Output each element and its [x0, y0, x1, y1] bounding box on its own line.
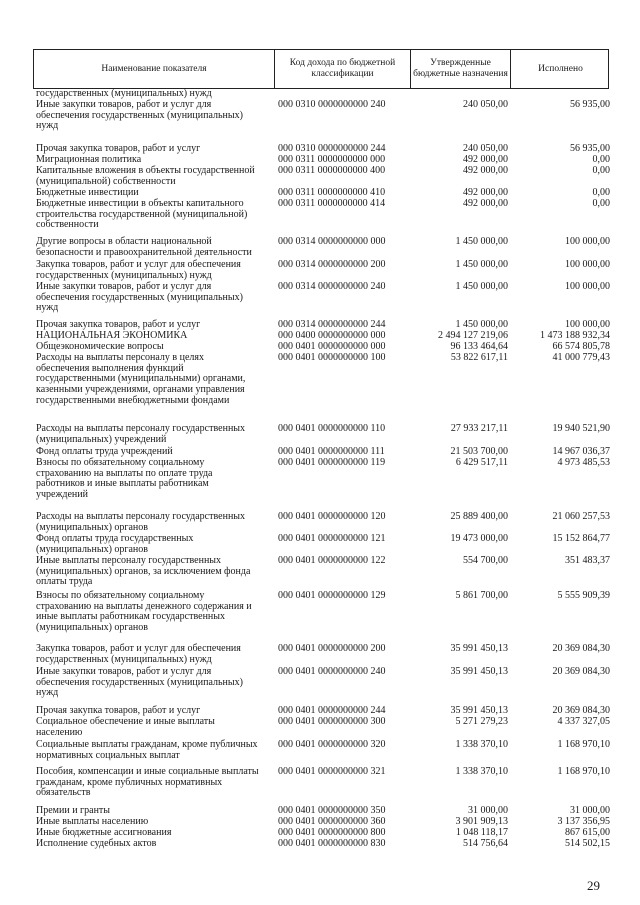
- row-approved: 554 700,00: [463, 555, 508, 566]
- row-executed: 100 000,00: [565, 319, 610, 330]
- header-name: Наименование показателя: [101, 63, 207, 74]
- row-approved: 21 503 700,00: [450, 446, 508, 457]
- table-header: [33, 49, 609, 89]
- row-name: Фонд оплаты труда государственных (муниципальных) органов: [36, 533, 194, 555]
- row-name: Расходы на выплаты персоналу государственных (муниципальных) учреждений: [36, 423, 246, 445]
- row-executed: 15 152 864,77: [552, 533, 610, 544]
- row-name: Иные закупки товаров, работ и услуг для обеспечения государственных (муниципальных) нужд: [36, 666, 243, 699]
- row-code: 000 0401 0000000000 000: [278, 341, 386, 352]
- row-approved: 6 429 517,11: [455, 457, 508, 468]
- row-executed: 1 168 970,10: [557, 766, 610, 777]
- row-executed: 100 000,00: [565, 236, 610, 247]
- row-code: 000 0311 0000000000 000: [278, 154, 386, 165]
- row-code: 000 0310 0000000000 244: [278, 143, 386, 154]
- row-name: Расходы на выплаты персоналу государственных (муниципальных) органов: [36, 511, 246, 533]
- row-approved: 1 338 370,10: [455, 766, 508, 777]
- row-approved: 53 822 617,11: [450, 352, 508, 363]
- row-approved: 5 861 700,00: [455, 590, 508, 601]
- row-executed: 56 935,00: [570, 99, 610, 110]
- row-executed: 0,00: [592, 187, 610, 198]
- row-executed: 0,00: [592, 165, 610, 176]
- header-code: Код дохода по бюджетной классификации: [274, 50, 410, 88]
- row-approved: 35 991 450,13: [450, 643, 508, 654]
- row-executed: 21 060 257,53: [552, 511, 610, 522]
- row-code: 000 0401 0000000000 110: [278, 423, 386, 434]
- row-executed: 867 615,00: [565, 827, 610, 838]
- row-name: Фонд оплаты труда учреждений: [36, 446, 173, 457]
- row-name: Закупка товаров, работ и услуг для обеспечения государственных (муниципальных) нужд: [36, 643, 241, 665]
- row-executed: 41 000 779,43: [552, 352, 610, 363]
- row-name: Взносы по обязательному социальному страхованию на выплаты денежного содержания и иные выплаты работникам государственных (муниципальных) органов: [36, 590, 252, 634]
- row-code: 000 0314 0000000000 240: [278, 281, 386, 292]
- row-executed: 31 000,00: [570, 805, 610, 816]
- row-name: Прочая закупка товаров, работ и услуг: [36, 319, 201, 330]
- row-executed: 100 000,00: [565, 259, 610, 270]
- row-code: 000 0401 0000000000 129: [278, 590, 386, 601]
- row-name: Расходы на выплаты персоналу в целях обеспечения выполнения функций государственными (муниципальными) органами, казенными учреждениями, органами управления государственными внебюджетными фондами: [36, 352, 246, 406]
- row-approved: 514 756,64: [463, 838, 508, 849]
- row-approved: 35 991 450,13: [450, 666, 508, 677]
- row-code: 000 0314 0000000000 000: [278, 236, 386, 247]
- row-approved: 240 050,00: [463, 99, 508, 110]
- row-name: Бюджетные инвестиции: [36, 187, 139, 198]
- row-name: Общеэкономические вопросы: [36, 341, 164, 352]
- row-executed: 0,00: [592, 154, 610, 165]
- row-code: 000 0401 0000000000 830: [278, 838, 386, 849]
- row-name: НАЦИОНАЛЬНАЯ ЭКОНОМИКА: [36, 330, 188, 341]
- header-executed: Исполнено: [510, 50, 610, 88]
- row-approved: 492 000,00: [463, 198, 508, 209]
- row-name: Миграционная политика: [36, 154, 142, 165]
- row-code: 000 0401 0000000000 120: [278, 511, 386, 522]
- row-code: 000 0401 0000000000 320: [278, 739, 386, 750]
- row-approved: 1 450 000,00: [455, 259, 508, 270]
- row-code: 000 0401 0000000000 122: [278, 555, 386, 566]
- row-executed: 20 369 084,30: [552, 643, 610, 654]
- row-code: 000 0314 0000000000 200: [278, 259, 386, 270]
- row-name: Прочая закупка товаров, работ и услуг: [36, 143, 201, 154]
- header-approved: Утвержденные бюджетные назначения: [410, 50, 510, 88]
- row-name: Бюджетные инвестиции в объекты капитального строительства государственной (муниципальной) собственности: [36, 198, 248, 231]
- row-approved: 35 991 450,13: [450, 705, 508, 716]
- row-code: 000 0314 0000000000 244: [278, 319, 386, 330]
- row-executed: 66 574 805,78: [552, 341, 610, 352]
- row-code: 000 0311 0000000000 410: [278, 187, 386, 198]
- row-code: 000 0401 0000000000 244: [278, 705, 386, 716]
- row-executed: 20 369 084,30: [552, 666, 610, 677]
- row-code: 000 0401 0000000000 321: [278, 766, 386, 777]
- row-code: 000 0400 0000000000 000: [278, 330, 386, 341]
- row-executed: 1 168 970,10: [557, 739, 610, 750]
- row-executed: 14 967 036,37: [552, 446, 610, 457]
- row-approved: 240 050,00: [463, 143, 508, 154]
- row-name: Социальное обеспечение и иные выплаты населению: [36, 716, 215, 738]
- row-name: Капитальные вложения в объекты государственной (муниципальной) собственности: [36, 165, 255, 187]
- row-executed: 100 000,00: [565, 281, 610, 292]
- row-approved: 31 000,00: [468, 805, 508, 816]
- row-name: Премии и гранты: [36, 805, 111, 816]
- row-executed: 0,00: [592, 198, 610, 209]
- row-approved: 25 889 400,00: [450, 511, 508, 522]
- row-executed: 4 337 327,05: [557, 716, 610, 727]
- row-approved: 1 048 118,17: [455, 827, 508, 838]
- row-approved: 1 338 370,10: [455, 739, 508, 750]
- row-approved: 96 133 464,64: [450, 341, 508, 352]
- row-approved: 3 901 909,13: [455, 816, 508, 827]
- row-name: Закупка товаров, работ и услуг для обеспечения государственных (муниципальных) нужд: [36, 259, 241, 281]
- row-name: Социальные выплаты гражданам, кроме публичных нормативных социальных выплат: [36, 739, 258, 761]
- row-approved: 27 933 217,11: [450, 423, 508, 434]
- row-name: Иные закупки товаров, работ и услуг для обеспечения государственных (муниципальных) нужд: [36, 281, 243, 314]
- row-code: 000 0401 0000000000 111: [278, 446, 385, 457]
- row-approved: 1 450 000,00: [455, 236, 508, 247]
- page-number: 29: [587, 878, 600, 893]
- row-code: 000 0401 0000000000 119: [278, 457, 386, 468]
- row-name: Исполнение судебных актов: [36, 838, 157, 849]
- row-approved: 2 494 127 219,06: [438, 330, 508, 341]
- row-executed: 3 137 356,95: [557, 816, 610, 827]
- row-code: 000 0311 0000000000 414: [278, 198, 386, 209]
- row-code: 000 0401 0000000000 100: [278, 352, 386, 363]
- row-name: Прочая закупка товаров, работ и услуг: [36, 705, 201, 716]
- row-executed: 514 502,15: [565, 838, 610, 849]
- row-code: 000 0401 0000000000 240: [278, 666, 386, 677]
- row-name: Другие вопросы в области национальной безопасности и правоохранительной деятельности: [36, 236, 252, 258]
- row-name: государственных (муниципальных) нужд: [36, 88, 212, 99]
- row-name: Иные выплаты населению: [36, 816, 149, 827]
- row-executed: 5 555 909,39: [557, 590, 610, 601]
- row-code: 000 0401 0000000000 360: [278, 816, 386, 827]
- row-name: Взносы по обязательному социальному страхованию на выплаты по оплате труда работников и иные выплаты работникам учреждений: [36, 457, 213, 501]
- row-name: Иные выплаты персоналу государственных (муниципальных) органов, за исключением фонда оплаты труда: [36, 555, 251, 588]
- row-approved: 1 450 000,00: [455, 281, 508, 292]
- row-code: 000 0311 0000000000 400: [278, 165, 386, 176]
- row-approved: 1 450 000,00: [455, 319, 508, 330]
- row-code: 000 0310 0000000000 240: [278, 99, 386, 110]
- row-approved: 19 473 000,00: [450, 533, 508, 544]
- row-code: 000 0401 0000000000 121: [278, 533, 386, 544]
- row-name: Иные бюджетные ассигнования: [36, 827, 172, 838]
- row-approved: 492 000,00: [463, 154, 508, 165]
- row-name: Иные закупки товаров, работ и услуг для обеспечения государственных (муниципальных) нужд: [36, 99, 243, 132]
- row-code: 000 0401 0000000000 800: [278, 827, 386, 838]
- row-approved: 492 000,00: [463, 165, 508, 176]
- row-executed: 56 935,00: [570, 143, 610, 154]
- row-executed: 4 973 485,53: [557, 457, 610, 468]
- row-executed: 19 940 521,90: [552, 423, 610, 434]
- row-executed: 351 483,37: [565, 555, 610, 566]
- row-executed: 1 473 188 932,34: [540, 330, 610, 341]
- row-code: 000 0401 0000000000 200: [278, 643, 386, 654]
- row-name: Пособия, компенсации и иные социальные выплаты гражданам, кроме публичных нормативных обязательств: [36, 766, 259, 799]
- row-code: 000 0401 0000000000 300: [278, 716, 386, 727]
- row-executed: 20 369 084,30: [552, 705, 610, 716]
- row-code: 000 0401 0000000000 350: [278, 805, 386, 816]
- row-approved: 492 000,00: [463, 187, 508, 198]
- row-approved: 5 271 279,23: [455, 716, 508, 727]
